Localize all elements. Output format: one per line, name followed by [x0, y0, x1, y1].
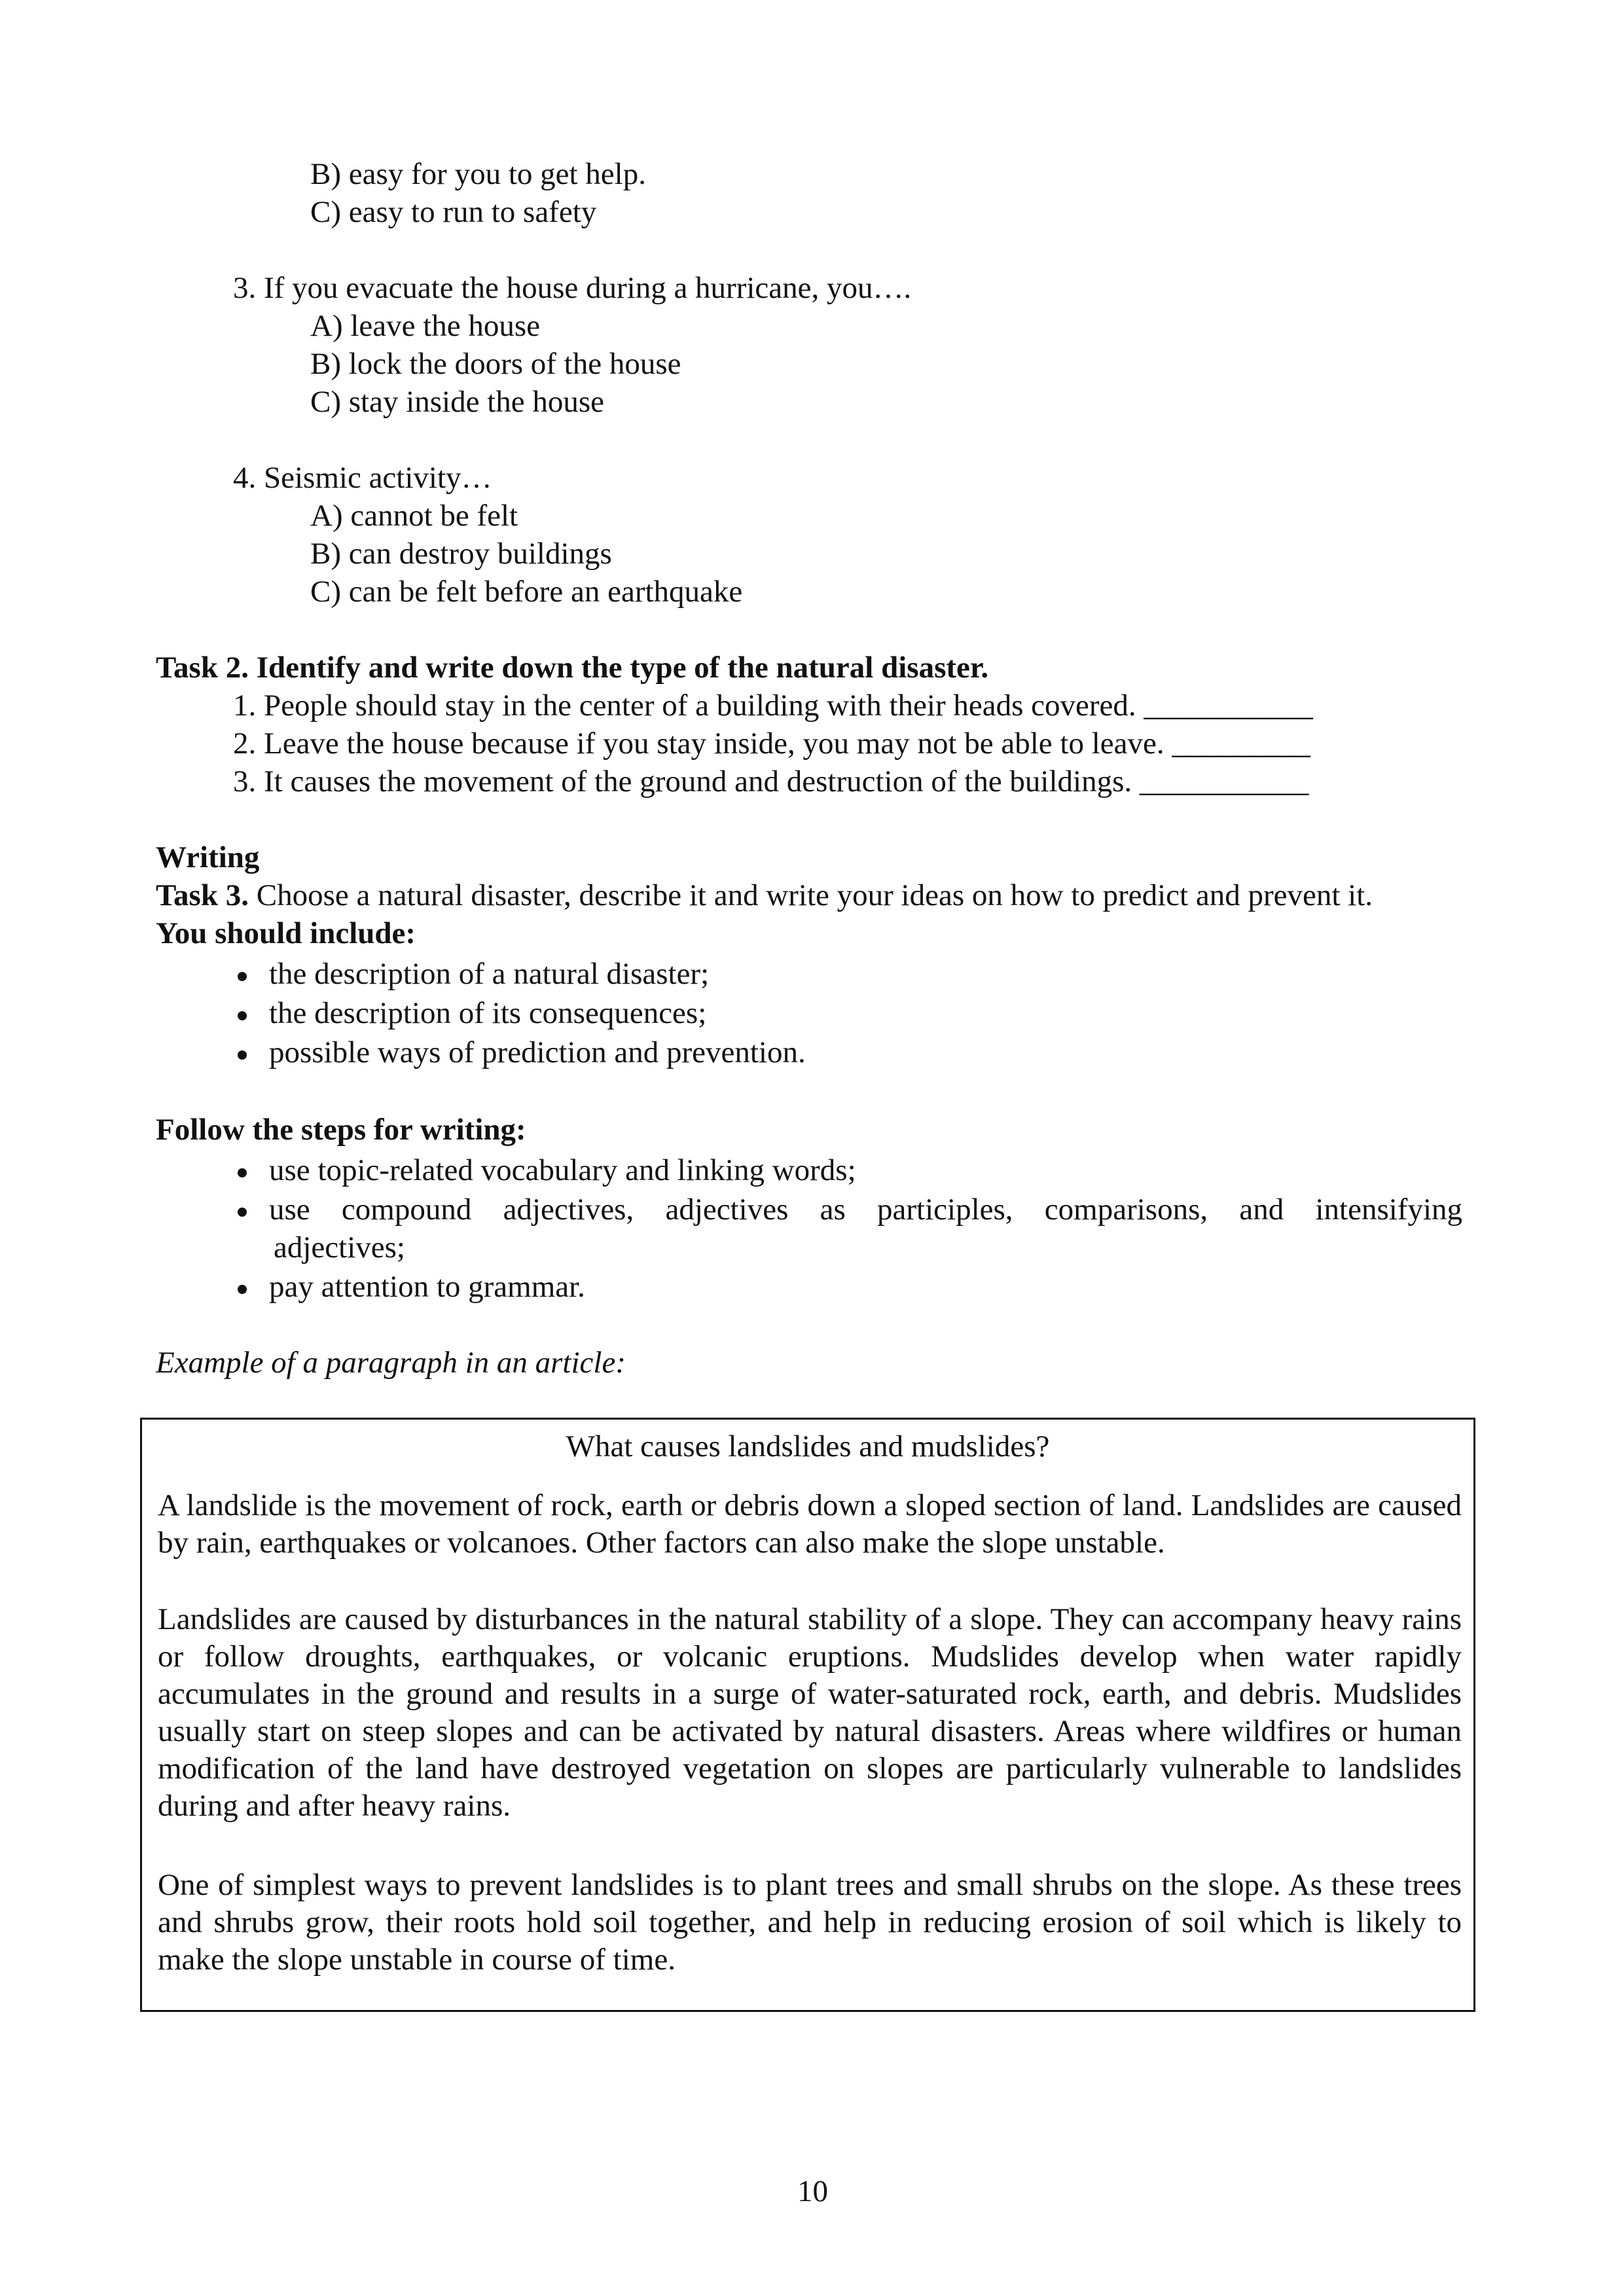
- include-heading: You should include:: [156, 916, 416, 950]
- include-item-1: the description of a natural disaster;: [269, 957, 710, 991]
- include-item-2: the description of its consequences;: [269, 996, 707, 1030]
- task2-item-3: 3. It causes the movement of the ground and destruction of the buildings. ___________: [233, 764, 1309, 798]
- task3-line: [156, 877, 1373, 914]
- task2-item-1: 1. People should stay in the center of a building with their heads covered. ___________: [233, 689, 1313, 723]
- writing-heading: Writing: [156, 840, 260, 874]
- q4-option-b: B) can destroy buildings: [310, 537, 612, 571]
- task2-heading: Task 2. Identify and write down the type of the natural disaster.: [156, 651, 989, 685]
- bullet-icon: [238, 1285, 247, 1294]
- q3-option-b: B) lock the doors of the house: [310, 347, 681, 381]
- q2-option-c: C) easy to run to safety: [310, 195, 597, 229]
- task3-label: Task 3.: [156, 878, 249, 912]
- q4-option-a: A) cannot be felt: [310, 499, 518, 533]
- steps-item-2-continued: adjectives;: [274, 1230, 405, 1265]
- steps-item-2: use compound adjectives, adjectives as participles, comparisons, and intensifying: [269, 1193, 1462, 1227]
- bullet-icon: [238, 972, 247, 981]
- article-title: What causes landslides and mudslides?: [566, 1429, 1050, 1463]
- task2-item-2: 2. Leave the house because if you stay inside, you may not be able to leave. _________: [233, 726, 1310, 761]
- steps-item-3: pay attention to grammar.: [269, 1270, 585, 1304]
- q3-option-a: A) leave the house: [310, 309, 541, 343]
- page-number: 10: [797, 2174, 828, 2208]
- article-paragraph-2: Landslides are caused by disturbances in the natural stability of a slope. They can accompany heavy rains or follow droughts, earthquakes, or volcanic eruptions. Mudslides develop when water rapidly accumulates in the ground and results in a surge of water-saturated rock, earth, and debris. Mudslides usually start on steep slopes and can be activated by natural disasters. Areas where wildfires or human modification of the land have destroyed vegetation on slopes are particularly vulnerable to landslides during and after heavy rains.: [158, 1602, 1462, 1823]
- task3-text: Choose a natural disaster, describe it and write your ideas on how to predict and prevent it.: [256, 878, 1373, 912]
- article-paragraph-3: One of simplest ways to prevent landslides is to plant trees and small shrubs on the slope. As these trees and shrubs grow, their roots hold soil together, and help in reducing erosion of soil which is likely to make the slope unstable in course of time.: [158, 1868, 1462, 1977]
- steps-heading: Follow the steps for writing:: [156, 1113, 526, 1147]
- bullet-icon: [238, 1168, 247, 1177]
- steps-item-1: use topic-related vocabulary and linking words;: [269, 1153, 856, 1187]
- article-paragraph-1: A landslide is the movement of rock, earth or debris down a sloped section of land. Landslides are caused by rain, earthquakes or volcanoes. Other factors can also make the slope unstable.: [158, 1488, 1462, 1560]
- article-box: [140, 1418, 1475, 2012]
- q3-question: 3. If you evacuate the house during a hurricane, you….: [233, 271, 912, 305]
- q2-option-b: B) easy for you to get help.: [310, 157, 646, 191]
- q4-question: 4. Seismic activity…: [233, 461, 492, 495]
- include-item-3: possible ways of prediction and prevention.: [269, 1035, 806, 1069]
- bullet-icon: [238, 1011, 247, 1020]
- example-label: Example of a paragraph in an article:: [156, 1346, 626, 1380]
- q4-option-c: C) can be felt before an earthquake: [310, 575, 743, 609]
- bullet-icon: [238, 1208, 247, 1217]
- bullet-icon: [238, 1050, 247, 1060]
- q3-option-c: C) stay inside the house: [310, 385, 605, 419]
